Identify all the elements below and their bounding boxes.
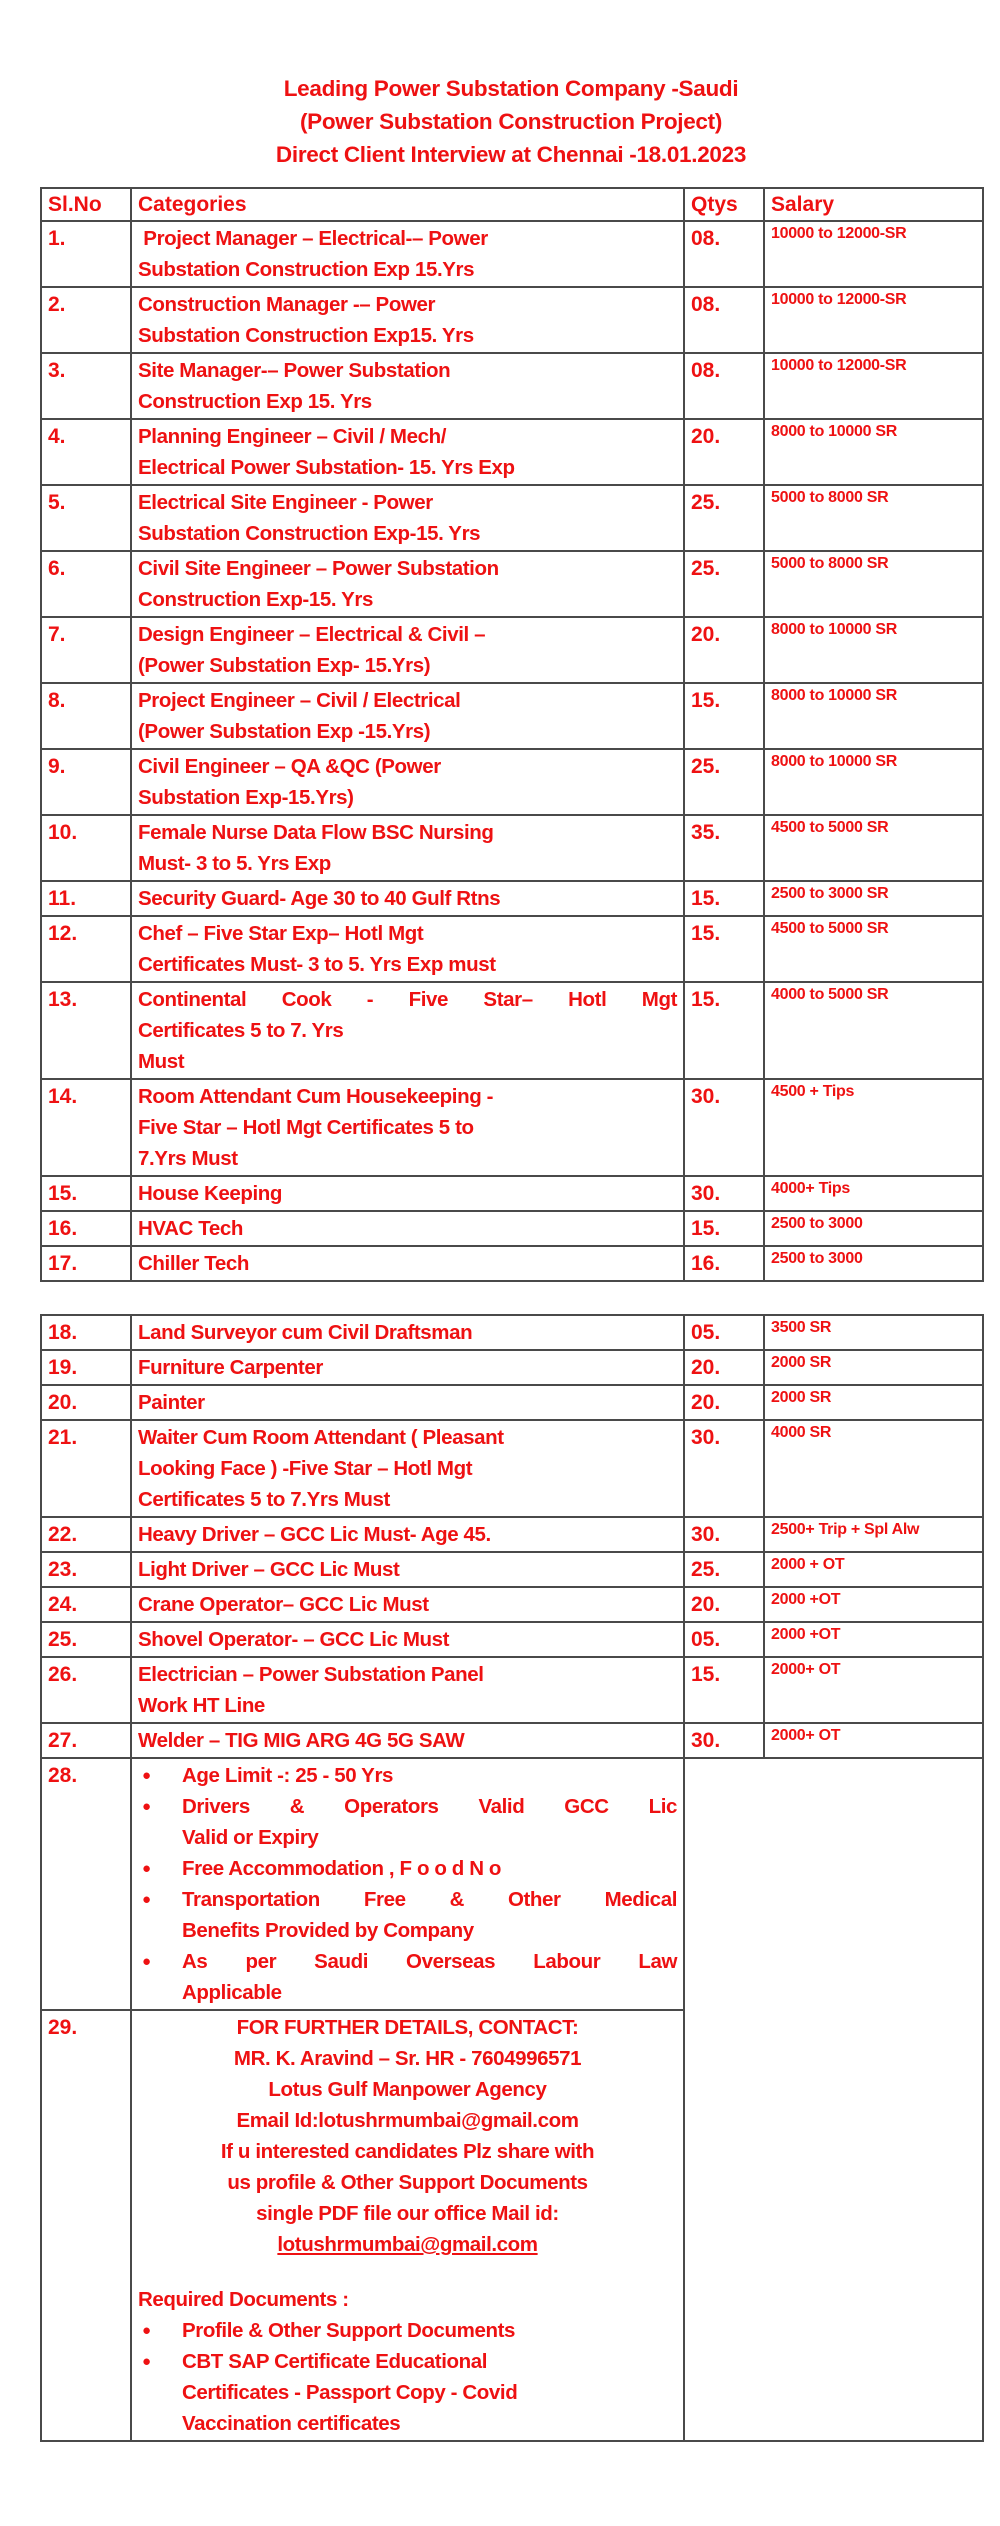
- salary-cell: [764, 749, 983, 815]
- sl-cell: 27.: [41, 1723, 131, 1758]
- salary-text: 4500 + Tips: [771, 1083, 855, 1100]
- category-cell: [131, 1385, 684, 1420]
- salary-text: 2500+ Trip + Spl Alw: [771, 1521, 920, 1538]
- table-row: [41, 916, 983, 982]
- category-line: Continental Cook - Five Star– Hotl Mgt: [138, 988, 677, 1011]
- table-row: [41, 1552, 983, 1587]
- category-line: Room Attendant Cum Housekeeping -: [138, 1085, 494, 1108]
- table-row: [41, 287, 983, 353]
- category-cell: [131, 1517, 684, 1552]
- required-documents-bullet-line: Profile & Other Support Documents: [182, 2319, 516, 2342]
- salary-cell: [764, 1517, 983, 1552]
- bullet-icon: ●: [142, 1860, 152, 1877]
- qty-cell: 20.: [684, 1385, 764, 1420]
- qty-cell: 25.: [684, 551, 764, 617]
- header-row: [41, 188, 983, 221]
- category-cell: [131, 1622, 684, 1657]
- table-row: [41, 815, 983, 881]
- notes-bullet-text: [182, 1946, 677, 2008]
- category-line: Site Manager-– Power Substation: [138, 359, 451, 382]
- category-cell: [131, 815, 684, 881]
- category-cell: [131, 1315, 684, 1350]
- table-row: [41, 1758, 983, 2010]
- category-line: Work HT Line: [138, 1694, 265, 1717]
- contact-line: Email Id:lotushrmumbai@gmail.com: [236, 2109, 579, 2132]
- salary-cell: [764, 419, 983, 485]
- qty-cell: 15.: [684, 881, 764, 916]
- category-line: Light Driver – GCC Lic Must: [138, 1558, 400, 1581]
- sl-cell: 16.: [41, 1211, 131, 1246]
- table-row: [41, 1587, 983, 1622]
- category-line: Substation Construction Exp-15. Yrs: [138, 522, 481, 545]
- category-line: 7.Yrs Must: [138, 1147, 238, 1170]
- salary-text: 2000 SR: [771, 1389, 832, 1406]
- qty-cell: 08.: [684, 287, 764, 353]
- salary-cell: [764, 1315, 983, 1350]
- category-cell: [131, 287, 684, 353]
- salary-text: 4000+ Tips: [771, 1180, 850, 1197]
- category-line: Design Engineer – Electrical & Civil –: [138, 623, 486, 646]
- qty-cell: 20.: [684, 1587, 764, 1622]
- required-documents-bullet-text: [182, 2315, 677, 2346]
- category-cell: [131, 1723, 684, 1758]
- table-row: [41, 1079, 983, 1176]
- salary-text: 10000 to 12000-SR: [771, 357, 907, 374]
- sl-cell: 17.: [41, 1246, 131, 1281]
- qty-cell: 08.: [684, 221, 764, 287]
- category-line: Civil Engineer – QA &QC (Power: [138, 755, 441, 778]
- title-line-3: Direct Client Interview at Chennai -18.01.2023: [275, 142, 747, 167]
- category-cell: [131, 881, 684, 916]
- table-row: [41, 749, 983, 815]
- qty-cell: 20.: [684, 617, 764, 683]
- header-qtys: Qtys: [684, 188, 764, 221]
- required-documents-bullet-item: [138, 2346, 677, 2439]
- notes-bullet-line: Transportation Free & Other Medical: [182, 1888, 677, 1911]
- salary-cell: [764, 1350, 983, 1385]
- notes-bullet-line: Drivers & Operators Valid GCC Lic: [182, 1795, 677, 1818]
- sl-cell: 26.: [41, 1657, 131, 1723]
- salary-text: 10000 to 12000-SR: [771, 225, 907, 242]
- salary-text: 5000 to 8000 SR: [771, 555, 889, 572]
- qty-cell: 15.: [684, 982, 764, 1079]
- title-line-1: Leading Power Substation Company -Saudi: [283, 76, 739, 101]
- salary-cell: [764, 1657, 983, 1723]
- category-line: HVAC Tech: [138, 1217, 243, 1240]
- category-line: Project Engineer – Civil / Electrical: [138, 689, 461, 712]
- table-row: [41, 617, 983, 683]
- salary-cell: [764, 683, 983, 749]
- bullet-icon: ●: [142, 1767, 152, 1784]
- category-line: Certificates Must- 3 to 5. Yrs Exp must: [138, 953, 496, 976]
- qty-cell: 16.: [684, 1246, 764, 1281]
- category-cell: [131, 485, 684, 551]
- category-cell: [131, 617, 684, 683]
- contact-line: MR. K. Aravind – Sr. HR - 7604996571: [233, 2047, 582, 2070]
- sl-cell: 14.: [41, 1079, 131, 1176]
- empty-merged-cell: [684, 1758, 983, 2441]
- sl-cell: 5.: [41, 485, 131, 551]
- salary-text: 2000+ OT: [771, 1661, 841, 1678]
- qty-cell: 05.: [684, 1622, 764, 1657]
- category-line: Furniture Carpenter: [138, 1356, 323, 1379]
- salary-text: 4000 to 5000 SR: [771, 986, 889, 1003]
- sl-cell: 29.: [41, 2010, 131, 2441]
- category-cell: [131, 1552, 684, 1587]
- header-salary: Salary: [764, 188, 983, 221]
- qty-cell: 15.: [684, 916, 764, 982]
- salary-text: 8000 to 10000 SR: [771, 753, 897, 770]
- category-line: Shovel Operator- – GCC Lic Must: [138, 1628, 450, 1651]
- category-line: Waiter Cum Room Attendant ( Pleasant: [138, 1426, 504, 1449]
- category-cell: [131, 1420, 684, 1517]
- category-line: (Power Substation Exp- 15.Yrs): [138, 654, 431, 677]
- sl-cell: 19.: [41, 1350, 131, 1385]
- qty-cell: 15.: [684, 1657, 764, 1723]
- sl-cell: 1.: [41, 221, 131, 287]
- category-line: Female Nurse Data Flow BSC Nursing: [138, 821, 494, 844]
- table-row: [41, 1176, 983, 1211]
- notes-bullet-line: As per Saudi Overseas Labour Law: [182, 1950, 677, 1973]
- salary-cell: [764, 1079, 983, 1176]
- salary-cell: [764, 1723, 983, 1758]
- category-line: Must: [138, 1050, 185, 1073]
- salary-cell: [764, 551, 983, 617]
- contact-line: FOR FURTHER DETAILS, CONTACT:: [236, 2016, 579, 2039]
- qty-cell: 30.: [684, 1176, 764, 1211]
- required-documents-heading: Required Documents :: [138, 2288, 349, 2311]
- job-advert-page: [0, 72, 1000, 2526]
- salary-text: 2000 + OT: [771, 1556, 845, 1573]
- table-row: [41, 982, 983, 1079]
- sl-cell: 23.: [41, 1552, 131, 1587]
- sl-cell: 2.: [41, 287, 131, 353]
- sl-cell: 7.: [41, 617, 131, 683]
- salary-text: 5000 to 8000 SR: [771, 489, 889, 506]
- category-line: Construction Exp-15. Yrs: [138, 588, 373, 611]
- sl-cell: 4.: [41, 419, 131, 485]
- qty-cell: 08.: [684, 353, 764, 419]
- salary-cell: [764, 1587, 983, 1622]
- table-row: [41, 881, 983, 916]
- category-line: Substation Construction Exp15. Yrs: [138, 324, 474, 347]
- salary-text: 10000 to 12000-SR: [771, 291, 907, 308]
- salary-cell: [764, 1176, 983, 1211]
- sl-cell: 10.: [41, 815, 131, 881]
- notes-bullet-item: [138, 1884, 677, 1946]
- table-row: [41, 1517, 983, 1552]
- sl-cell: 8.: [41, 683, 131, 749]
- table-row: [41, 485, 983, 551]
- notes-bullet-item: [138, 1853, 677, 1884]
- sl-cell: 3.: [41, 353, 131, 419]
- category-line: Land Surveyor cum Civil Draftsman: [138, 1321, 473, 1344]
- category-line: Crane Operator– GCC Lic Must: [138, 1593, 429, 1616]
- blank-spacer: [138, 2260, 677, 2284]
- notes-bullet-line: Age Limit -: 25 - 50 Yrs: [182, 1764, 394, 1787]
- table-row: [41, 1723, 983, 1758]
- table-row: [41, 683, 983, 749]
- sl-cell: 21.: [41, 1420, 131, 1517]
- notes-cell: [131, 1758, 684, 2010]
- header-categories: Categories: [131, 188, 684, 221]
- table-row: [41, 1211, 983, 1246]
- qty-cell: 15.: [684, 1211, 764, 1246]
- sl-cell: 11.: [41, 881, 131, 916]
- salary-text: 2000+ OT: [771, 1727, 841, 1744]
- category-line: Must- 3 to 5. Yrs Exp: [138, 852, 331, 875]
- category-line: House Keeping: [138, 1182, 283, 1205]
- category-cell: [131, 749, 684, 815]
- table-row: [41, 551, 983, 617]
- notes-bullet-text: [182, 1884, 677, 1946]
- jobs-table-2: [40, 1314, 984, 2442]
- tables-gap: [0, 1282, 1000, 1314]
- category-cell: [131, 1350, 684, 1385]
- contact-line: If u interested candidates Plz share with: [220, 2140, 595, 2163]
- qty-cell: 30.: [684, 1420, 764, 1517]
- notes-bullet-item: [138, 1760, 677, 1791]
- notes-bullet-line: Applicable: [182, 1981, 282, 2004]
- category-cell: [131, 419, 684, 485]
- qty-cell: 05.: [684, 1315, 764, 1350]
- category-line: Electrical Site Engineer - Power: [138, 491, 433, 514]
- salary-text: 2500 to 3000: [771, 1250, 863, 1267]
- sl-cell: 18.: [41, 1315, 131, 1350]
- header-sl-no: Sl.No: [41, 188, 131, 221]
- salary-cell: [764, 982, 983, 1079]
- salary-cell: [764, 815, 983, 881]
- jobs-table-1: [40, 187, 984, 1282]
- category-cell: [131, 1079, 684, 1176]
- notes-bullet-item: [138, 1791, 677, 1853]
- category-cell: [131, 1176, 684, 1211]
- email-link-line: [138, 2229, 677, 2260]
- salary-cell: [764, 881, 983, 916]
- category-line: Certificates 5 to 7. Yrs: [138, 1019, 344, 1042]
- bullet-icon: ●: [142, 1798, 152, 1815]
- category-line: Painter: [138, 1391, 205, 1414]
- table-row: [41, 353, 983, 419]
- sl-cell: 28.: [41, 1758, 131, 2010]
- category-line: Civil Site Engineer – Power Substation: [138, 557, 499, 580]
- contact-line: Lotus Gulf Manpower Agency: [268, 2078, 547, 2101]
- salary-cell: [764, 1211, 983, 1246]
- category-line: Electrical Power Substation- 15. Yrs Exp: [138, 456, 515, 479]
- bullet-icon: ●: [142, 1891, 152, 1908]
- sl-cell: 13.: [41, 982, 131, 1079]
- category-cell: [131, 683, 684, 749]
- category-cell: [131, 916, 684, 982]
- salary-text: 4500 to 5000 SR: [771, 819, 889, 836]
- category-cell: [131, 551, 684, 617]
- bullet-icon: ●: [142, 2322, 152, 2339]
- salary-text: 2000 SR: [771, 1354, 832, 1371]
- category-line: Project Manager – Electrical-– Power: [138, 227, 488, 250]
- table-row: [41, 1622, 983, 1657]
- required-documents-bullet-text: [182, 2346, 677, 2439]
- sl-cell: 6.: [41, 551, 131, 617]
- qty-cell: 30.: [684, 1723, 764, 1758]
- category-line: Substation Construction Exp 15.Yrs: [138, 258, 475, 281]
- required-documents-bullet-line: Certificates - Passport Copy - Covid: [182, 2381, 518, 2404]
- category-line: Looking Face ) -Five Star – Hotl Mgt: [138, 1457, 473, 1480]
- category-line: Substation Exp-15.Yrs): [138, 786, 354, 809]
- contact-line: single PDF file our office Mail id:: [256, 2202, 559, 2225]
- table-row: [41, 419, 983, 485]
- qty-cell: 25.: [684, 1552, 764, 1587]
- qty-cell: 30.: [684, 1079, 764, 1176]
- category-cell: [131, 1587, 684, 1622]
- sl-cell: 12.: [41, 916, 131, 982]
- sl-cell: 15.: [41, 1176, 131, 1211]
- salary-cell: [764, 221, 983, 287]
- category-line: Certificates 5 to 7.Yrs Must: [138, 1488, 390, 1511]
- salary-text: 4000 SR: [771, 1424, 832, 1441]
- table-row: [41, 1315, 983, 1350]
- salary-cell: [764, 1420, 983, 1517]
- salary-text: 2500 to 3000: [771, 1215, 863, 1232]
- salary-cell: [764, 485, 983, 551]
- table-row: [41, 1350, 983, 1385]
- category-line: Chiller Tech: [138, 1252, 250, 1275]
- salary-text: 4500 to 5000 SR: [771, 920, 889, 937]
- category-cell: [131, 1211, 684, 1246]
- notes-bullet-line: Benefits Provided by Company: [182, 1919, 474, 1942]
- qty-cell: 30.: [684, 1517, 764, 1552]
- title-line-2: (Power Substation Construction Project): [299, 109, 723, 134]
- salary-cell: [764, 916, 983, 982]
- category-line: Heavy Driver – GCC Lic Must- Age 45.: [138, 1523, 491, 1546]
- contact-cell: [131, 2010, 684, 2441]
- table-row: [41, 1385, 983, 1420]
- sl-cell: 24.: [41, 1587, 131, 1622]
- required-documents-bullet-line: Vaccination certificates: [182, 2412, 401, 2435]
- category-line: Construction Exp 15. Yrs: [138, 390, 372, 413]
- notes-bullet-text: [182, 1760, 677, 1791]
- notes-bullet-text: [182, 1853, 677, 1884]
- notes-bullet-line: Valid or Expiry: [182, 1826, 319, 1849]
- category-line: (Power Substation Exp -15.Yrs): [138, 720, 431, 743]
- title-table-gap: [0, 171, 1000, 187]
- salary-text: 2000 +OT: [771, 1591, 841, 1608]
- category-line: Construction Manager -– Power: [138, 293, 436, 316]
- salary-cell: [764, 1552, 983, 1587]
- salary-text: 3500 SR: [771, 1319, 832, 1336]
- notes-bullet-text: [182, 1791, 677, 1853]
- qty-cell: 15.: [684, 683, 764, 749]
- category-line: Electrician – Power Substation Panel: [138, 1663, 484, 1686]
- bullet-icon: ●: [142, 1953, 152, 1970]
- salary-text: 8000 to 10000 SR: [771, 687, 897, 704]
- category-line: Security Guard- Age 30 to 40 Gulf Rtns: [138, 887, 501, 910]
- salary-cell: [764, 1622, 983, 1657]
- qty-cell: 20.: [684, 1350, 764, 1385]
- category-cell: [131, 1246, 684, 1281]
- qty-cell: 20.: [684, 419, 764, 485]
- salary-text: 8000 to 10000 SR: [771, 621, 897, 638]
- notes-bullet-item: [138, 1946, 677, 2008]
- sl-cell: 22.: [41, 1517, 131, 1552]
- category-cell: [131, 221, 684, 287]
- salary-cell: [764, 1385, 983, 1420]
- bullet-icon: ●: [142, 2353, 152, 2370]
- category-line: Welder – TIG MIG ARG 4G 5G SAW: [138, 1729, 465, 1752]
- notes-bullet-line: Free Accommodation , F o o d N o: [182, 1857, 502, 1880]
- salary-text: 2000 +OT: [771, 1626, 841, 1643]
- sl-cell: 9.: [41, 749, 131, 815]
- table-row: [41, 1246, 983, 1281]
- category-cell: [131, 982, 684, 1079]
- table-row: [41, 1657, 983, 1723]
- category-line: Planning Engineer – Civil / Mech/: [138, 425, 447, 448]
- salary-cell: [764, 1246, 983, 1281]
- salary-cell: [764, 617, 983, 683]
- category-line: Chef – Five Star Exp– Hotl Mgt: [138, 922, 424, 945]
- category-line: Five Star – Hotl Mgt Certificates 5 to: [138, 1116, 474, 1139]
- contact-line: us profile & Other Support Documents: [227, 2171, 588, 2194]
- required-documents-bullet-line: CBT SAP Certificate Educational: [182, 2350, 488, 2373]
- salary-text: 8000 to 10000 SR: [771, 423, 897, 440]
- category-cell: [131, 1657, 684, 1723]
- salary-text: 2500 to 3000 SR: [771, 885, 889, 902]
- qty-cell: 25.: [684, 749, 764, 815]
- table-row: [41, 221, 983, 287]
- document-title: [40, 72, 982, 171]
- sl-cell: 20.: [41, 1385, 131, 1420]
- salary-cell: [764, 353, 983, 419]
- sl-cell: 25.: [41, 1622, 131, 1657]
- category-cell: [131, 353, 684, 419]
- required-documents-bullet-item: [138, 2315, 677, 2346]
- email-link[interactable]: lotushrmumbai@gmail.com: [277, 2233, 538, 2256]
- salary-cell: [764, 287, 983, 353]
- qty-cell: 25.: [684, 485, 764, 551]
- table-row: [41, 1420, 983, 1517]
- qty-cell: 35.: [684, 815, 764, 881]
